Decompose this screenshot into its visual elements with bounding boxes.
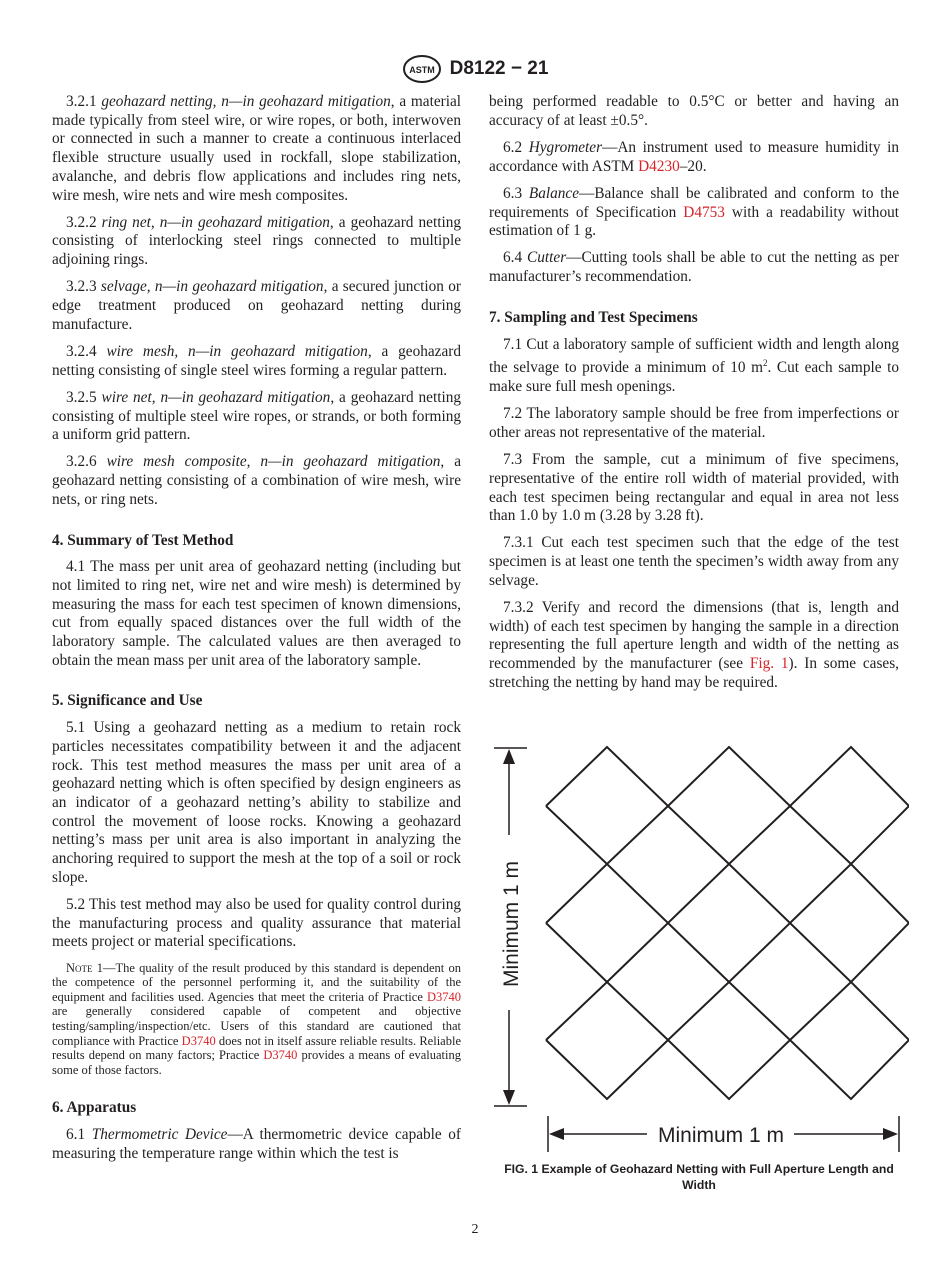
reference-link-d3740[interactable]: D3740 <box>263 1048 298 1063</box>
section-4-heading: 4. Summary of Test Method <box>52 531 234 549</box>
definition-3-2-1: 3.2.1 geohazard netting, n—in geohazard mitigation, a material made typically from steel wire, or wire ropes, or both, interwoven or connected in such a manner to create a continuous interlaced flexible structure usually used in rockfall, slope stabilization, avalanche, and debris flow applications and includes ring nets, wire mesh, wire nets and wire mesh composites. <box>52 93 462 204</box>
section-5-heading: 5. Significance and Use <box>52 692 203 710</box>
right-column <box>489 93 899 701</box>
page-header <box>0 54 950 84</box>
reference-link-d4230[interactable]: D4230 <box>638 157 680 175</box>
paragraph-6-1: 6.1 Thermometric Device—A thermometric device capable of measuring the temperature range within which the test is <box>52 1126 462 1162</box>
vertical-dimension-label: Minimum 1 m <box>500 860 523 988</box>
reference-link-d4753[interactable]: D4753 <box>683 203 725 221</box>
netting-figure <box>489 740 909 1160</box>
left-column <box>52 93 461 1172</box>
reference-link-d3740[interactable]: D3740 <box>426 989 461 1004</box>
document-designation: D8122 − 21 <box>449 58 549 79</box>
paragraph-5-1: 5.1 Using a geohazard netting as a medium to retain rock particles necessitates compatibility between it and the adjacent rock. This test method measures the mass per unit area of a geohazard netting which is often specified by design engineers as an indicator of a geohazard netting’s ability to stabilize and control the movement of loose rocks. Knowing a geohazard netting’s mass per unit area is also important in analyzing the anchoring required to support the mesh at the top of a soil or rock slope. <box>52 719 461 886</box>
paragraph-6-3: 6.3 Balance—Balance shall be calibrated and conform to the requirements of Specification D4753 with a readability without estimation of 1 g. <box>489 184 899 240</box>
paragraph-6-1-continued: being performed readable to 0.5°C or better and having an accuracy of at least ±0.5°. <box>489 93 899 129</box>
figure-caption: FIG. 1 Example of Geohazard Netting with Full Aperture Length and Width <box>504 1162 894 1192</box>
paragraph-7-1: 7.1 Cut a laboratory sample of sufficient width and length along the selvage to provide a minimum of 10 $m^2$. Cut each sample to make sure full mesh openings. <box>489 335 899 396</box>
paragraph-6-4: 6.4 Cutter—Cutting tools shall be able to cut the netting as per manufacturer’s recommendation. <box>489 249 900 286</box>
definition-3-2-6: 3.2.6 wire mesh composite, n—in geohazard mitigation, a geohazard netting consisting of a combination of wire mesh, wire nets, or ring nets. <box>52 453 462 508</box>
paragraph-5-2: 5.2 This test method may also be used for quality control during the manufacturing process and quality assurance that material meets project or material specifications. <box>52 896 461 951</box>
definition-3-2-2: 3.2.2 ring net, n—in geohazard mitigation, a geohazard netting consisting of interlocking steel rings connected to multiple adjoining rings. <box>52 213 461 269</box>
paragraph-4-1: 4.1 The mass per unit area of geohazard netting (including but not limited to ring net, wire net and wire mesh) is determined by measuring the mass for each test specimen of known dimensions, cut from equally spaced distances over the full width of the laboratory sample. The calculated values are then averaged to obtain the mean mass per unit area of the laboratory sample. <box>52 558 461 669</box>
page-number: 2 <box>471 1222 479 1237</box>
section-6-heading: 6. Apparatus <box>52 1099 137 1117</box>
section-7-heading: 7. Sampling and Test Specimens <box>489 308 698 326</box>
definition-3-2-5: 3.2.5 wire net, n—in geohazard mitigation, a geohazard netting consisting of multiple steel wire ropes, or strands, or both forming a uniform grid pattern. <box>52 388 461 444</box>
note-1: Note 1—The quality of the result produced by this standard is dependent on the competence of the personnel performing it, and the suitability of the equipment and facilities used. Agencies that meet the criteria of Practice D3740 are generally considered capable of competent and objective testing/sampling/inspection/etc. Users of this standard are cautioned that compliance with Practice D3740 does not in itself assure reliable results. Reliable results depend on many factors; Practice D3740 provides a means of evaluating some of those factors. <box>52 960 461 1077</box>
paragraph-7-3-2: 7.3.2 Verify and record the dimensions (that is, length and width) of each test specimen by hanging the sample in a direction representing the full aperture length and width of the netting as recommended by the manufacturer (see Fig. 1). In some cases, stretching the netting by hand may be required. <box>489 599 899 691</box>
paragraph-7-3: 7.3 From the sample, cut a minimum of five specimens, representative of the entire roll width of material provided, with each test specimen being rectangular and equal in area not less than 1.0 by 1.0 m (3.28 by 3.28 ft). <box>489 451 899 525</box>
paragraph-6-2: 6.2 Hygrometer—An instrument used to measure humidity in accordance with ASTM D4230–20. <box>489 138 899 175</box>
paragraph-7-3-1: 7.3.1 Cut each test specimen such that the edge of the test specimen is at least one tenth the specimen’s width away from any selvage. <box>489 534 899 589</box>
svg-text:ASTM: ASTM <box>408 65 435 75</box>
definition-3-2-4: 3.2.4 wire mesh, n—in geohazard mitigation, a geohazard netting consisting of single steel wires forming a regular pattern. <box>52 342 461 379</box>
astm-logo-icon <box>402 54 442 84</box>
horizontal-dimension-label: Minimum 1 m <box>657 1124 785 1147</box>
netting-diamonds <box>546 747 909 1099</box>
definition-3-2-3: 3.2.3 selvage, n—in geohazard mitigation, a secured junction or edge treatment produced on geohazard netting during manufacture. <box>52 278 461 333</box>
reference-link-d3740[interactable]: D3740 <box>181 1033 216 1048</box>
figure-1-link[interactable]: Fig. 1 <box>749 655 789 673</box>
paragraph-7-2: 7.2 The laboratory sample should be free from imperfections or other areas not representative of the material. <box>489 405 899 441</box>
